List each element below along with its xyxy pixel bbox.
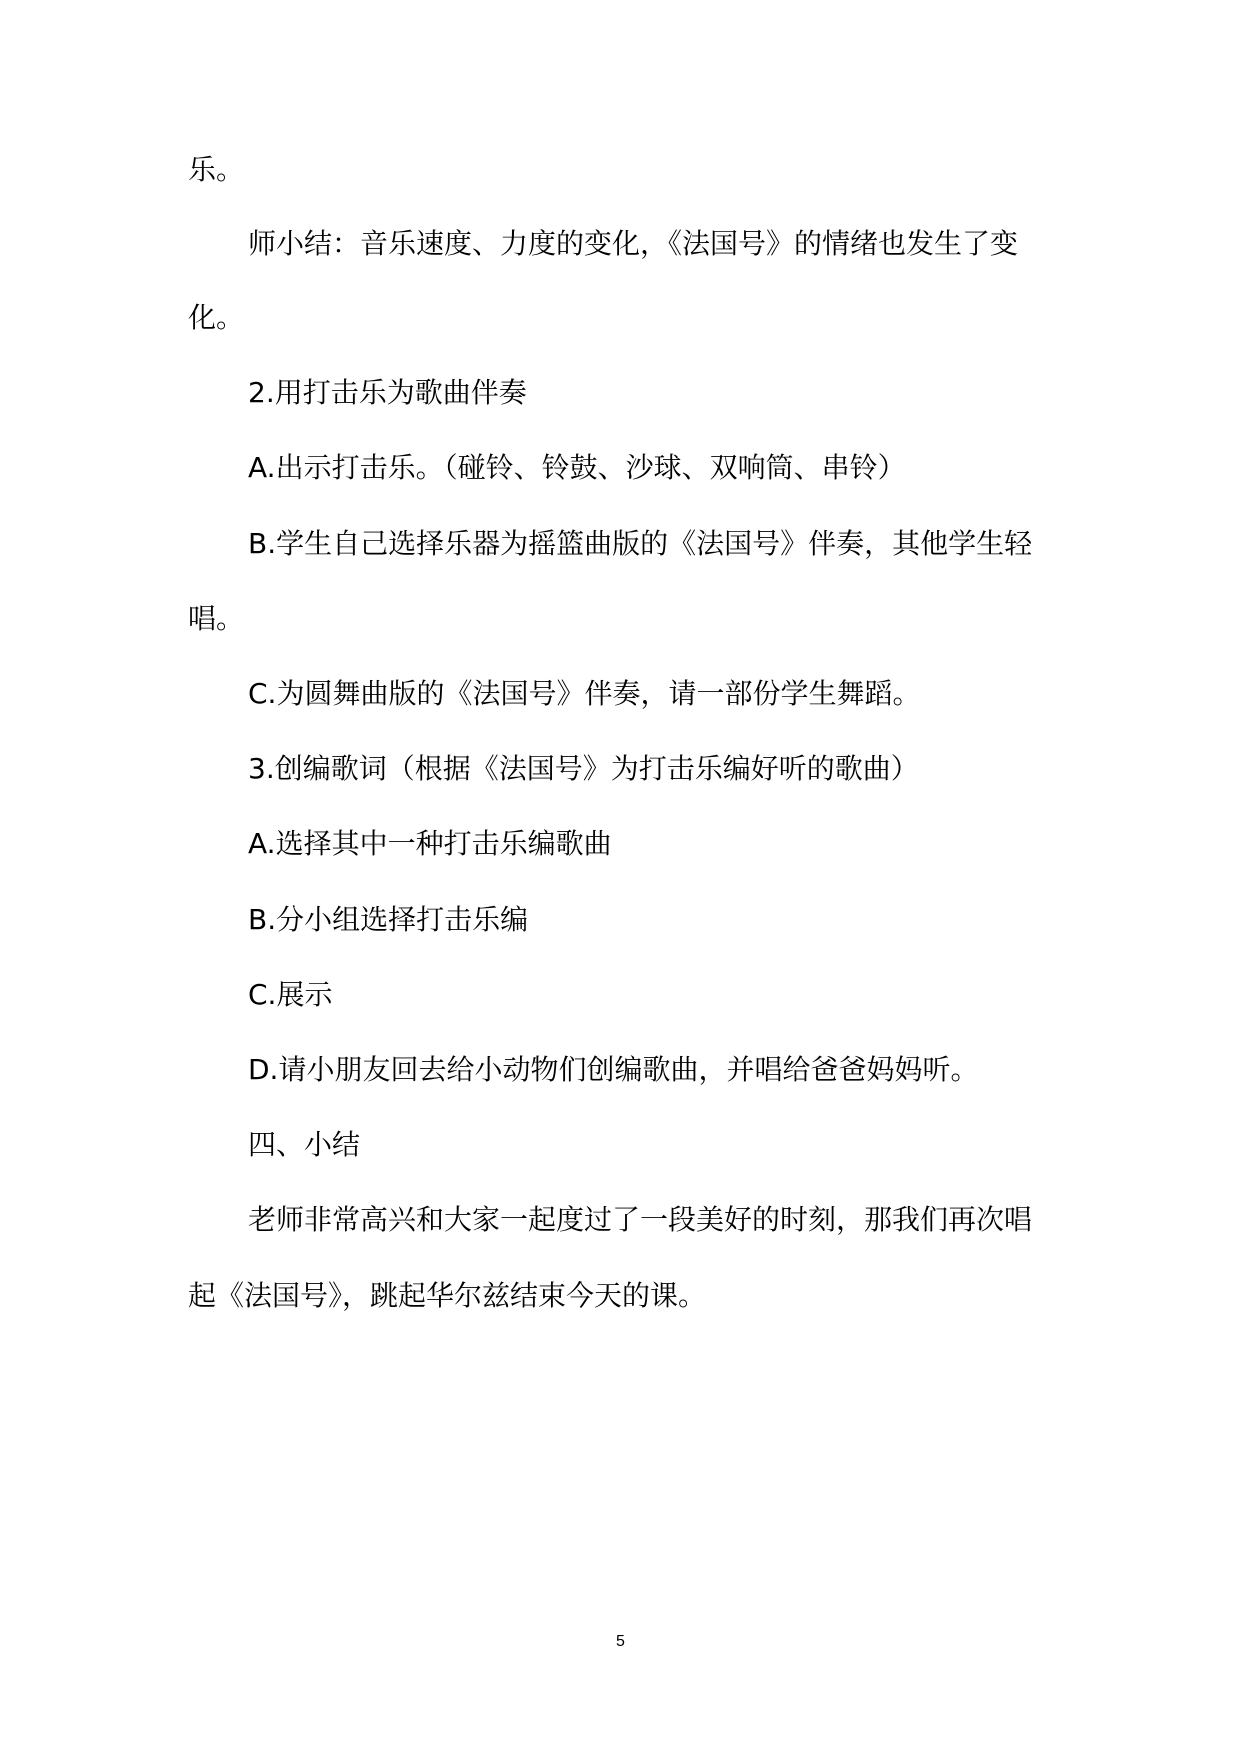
text-line-item-2b: B.学生自己选择乐器为摇篮曲版的《法国号》伴奏，其他学生轻	[248, 527, 1033, 560]
text-line-continuation-1: 乐。	[188, 153, 245, 186]
text-line-item-2c: C.为圆舞曲版的《法国号》伴奏，请一部份学生舞蹈。	[248, 677, 921, 710]
text-line-item-3d: D.请小朋友回去给小动物们创编歌曲，并唱给爸爸妈妈听。	[248, 1053, 979, 1086]
text-line-closing-2: 起《法国号》，跳起华尔兹结束今天的课。	[188, 1279, 707, 1312]
text-line-item-3a: A.选择其中一种打击乐编歌曲	[248, 827, 612, 860]
page-number: 5	[616, 1633, 625, 1650]
text-line-closing-1: 老师非常高兴和大家一起度过了一段美好的时刻，那我们再次唱	[248, 1203, 1033, 1236]
text-line-item-3b: B.分小组选择打击乐编	[248, 903, 529, 936]
text-line-continuation-2: 化。	[188, 301, 245, 334]
text-line-item-2a: A.出示打击乐。（碰铃、铃鼓、沙球、双响筒、串铃）	[248, 451, 906, 484]
text-line-continuation-3: 唱。	[188, 602, 245, 635]
text-line-teacher-summary: 师小结：音乐速度、力度的变化，《法国号》的情绪也发生了变	[248, 227, 1019, 260]
text-line-item-3c: C.展示	[248, 978, 333, 1011]
text-line-heading-summary: 四、小结	[248, 1128, 361, 1161]
text-line-section-2: 2.用打击乐为歌曲伴奏	[248, 376, 527, 409]
text-line-section-3: 3.创编歌词（根据《法国号》为打击乐编好听的歌曲）	[248, 752, 919, 785]
